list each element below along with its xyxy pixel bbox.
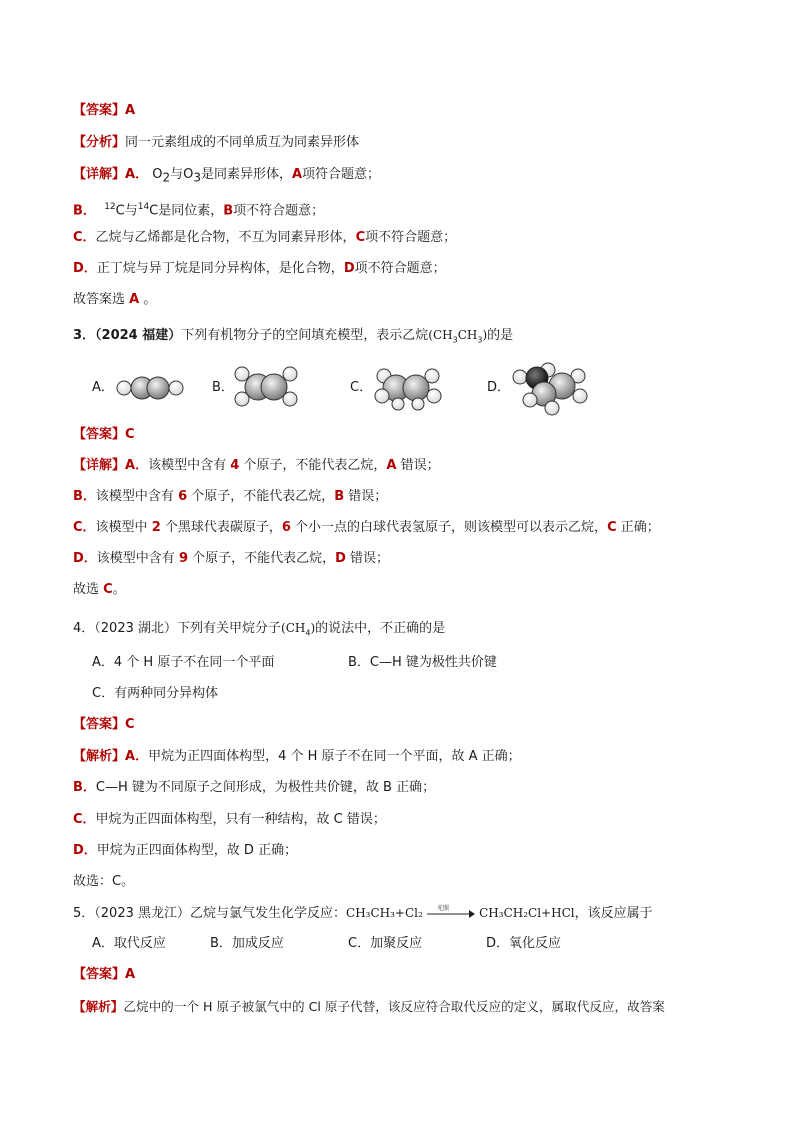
detail-line-a: 【详解】A． $O_2$与$O_3$是同素异形体，A项符合题意； xyxy=(73,167,381,185)
question-3-stem: 3．（2024 福建）下列有机物分子的空间填充模型，表示乙烷$(CH_3CH_3)$的是 xyxy=(73,328,514,345)
q3-model-d xyxy=(508,360,590,416)
arrow-icon xyxy=(427,905,475,923)
q5-option-d: D．氧化反应 xyxy=(486,936,562,951)
q3-detail-b: B．该模型中含有 6 个原子，不能代表乙烷，B 错误； xyxy=(73,489,388,504)
atom-a3 xyxy=(147,377,169,399)
atom-a4 xyxy=(169,381,183,395)
reaction-arrow: 光照 xyxy=(427,905,475,923)
answer-line-5: 【答案】A xyxy=(73,967,136,982)
q5-option-a: A．取代反应 xyxy=(92,936,166,951)
q3-model-b xyxy=(230,363,302,411)
detail-line-c: C．乙烷与乙烯都是化合物，不互为同素异形体，C项不符合题意； xyxy=(73,230,457,245)
q3-detail-d: D．该模型中含有 9 个原子，不能代表乙烷，D 错误； xyxy=(73,551,390,566)
q5-analysis: 【解析】乙烷中的一个 H 原子被氯气中的 Cl 原子代替，该反应符合取代反应的定义，属取代反应，故答案 xyxy=(73,999,665,1014)
q4-explain-b: B．C—H 键为不同原子之间形成，为极性共价键，故 B 正确； xyxy=(73,780,436,795)
q3-model-a xyxy=(112,370,188,406)
q3-option-d-label: D． xyxy=(487,380,511,395)
q3-detail-c: C．该模型中 2 个黑球代表碳原子，6 个小一点的白球代表氢原子，则该模型可以表示乙烷，C 正确； xyxy=(73,520,660,535)
q4-conclusion: 故选：C。 xyxy=(73,874,135,889)
q3-detail-a: 【详解】A．该模型中含有 4 个原子，不能代表乙烷，A 错误； xyxy=(73,458,440,473)
q4-option-b: B．C—H 键为极性共价键 xyxy=(348,655,497,670)
q4-explain-d: D．甲烷为正四面体构型，故 D 正确； xyxy=(73,843,298,858)
q4-option-c: C．有两种同分异构体 xyxy=(92,686,219,701)
q4-explain-c: C．甲烷为正四面体构型，只有一种结构，故 C 错误； xyxy=(73,812,386,827)
q3-option-c-label: C． xyxy=(350,380,373,395)
detail-line-b: B． $^{12}$C与$^{14}$C是同位素，B项不符合题意； xyxy=(73,202,325,219)
answer-line-1: 【答案】A xyxy=(73,103,136,118)
q5-option-b: B．加成反应 xyxy=(210,936,284,951)
question-4-stem: 4．（2023 湖北）下列有关甲烷分子$(CH_4)$的说法中，不正确的是 xyxy=(73,621,446,638)
conclusion-line-1: 故答案选 A 。 xyxy=(73,292,157,307)
detail-line-d: D．正丁烷与异丁烷是同分异构体，是化合物，D项不符合题意； xyxy=(73,261,446,276)
q3-model-c xyxy=(370,362,446,412)
q5-option-c: C．加聚反应 xyxy=(348,936,423,951)
q3-conclusion: 故选 C。 xyxy=(73,582,126,597)
question-5-stem: 5．（2023 黑龙江）乙烷与氯气发生化学反应：CH₃CH₃+Cl₂ 光照 CH₃CH₂Cl+HCl，该反应属于 xyxy=(73,904,653,921)
q3-option-b-label: B． xyxy=(212,380,234,395)
atom-a1 xyxy=(117,381,131,395)
analysis-line-1: 【分析】同一元素组成的不同单质互为同素异形体 xyxy=(73,135,360,150)
answer-line-4: 【答案】C xyxy=(73,717,135,732)
q4-explain-a: 【解析】A．甲烷为正四面体构型，4 个 H 原子不在同一个平面，故 A 正确； xyxy=(73,749,521,764)
answer-line-3: 【答案】C xyxy=(73,427,135,442)
q3-option-a-label: A． xyxy=(92,380,114,395)
q4-option-a: A．4 个 H 原子不在同一个平面 xyxy=(92,655,275,670)
